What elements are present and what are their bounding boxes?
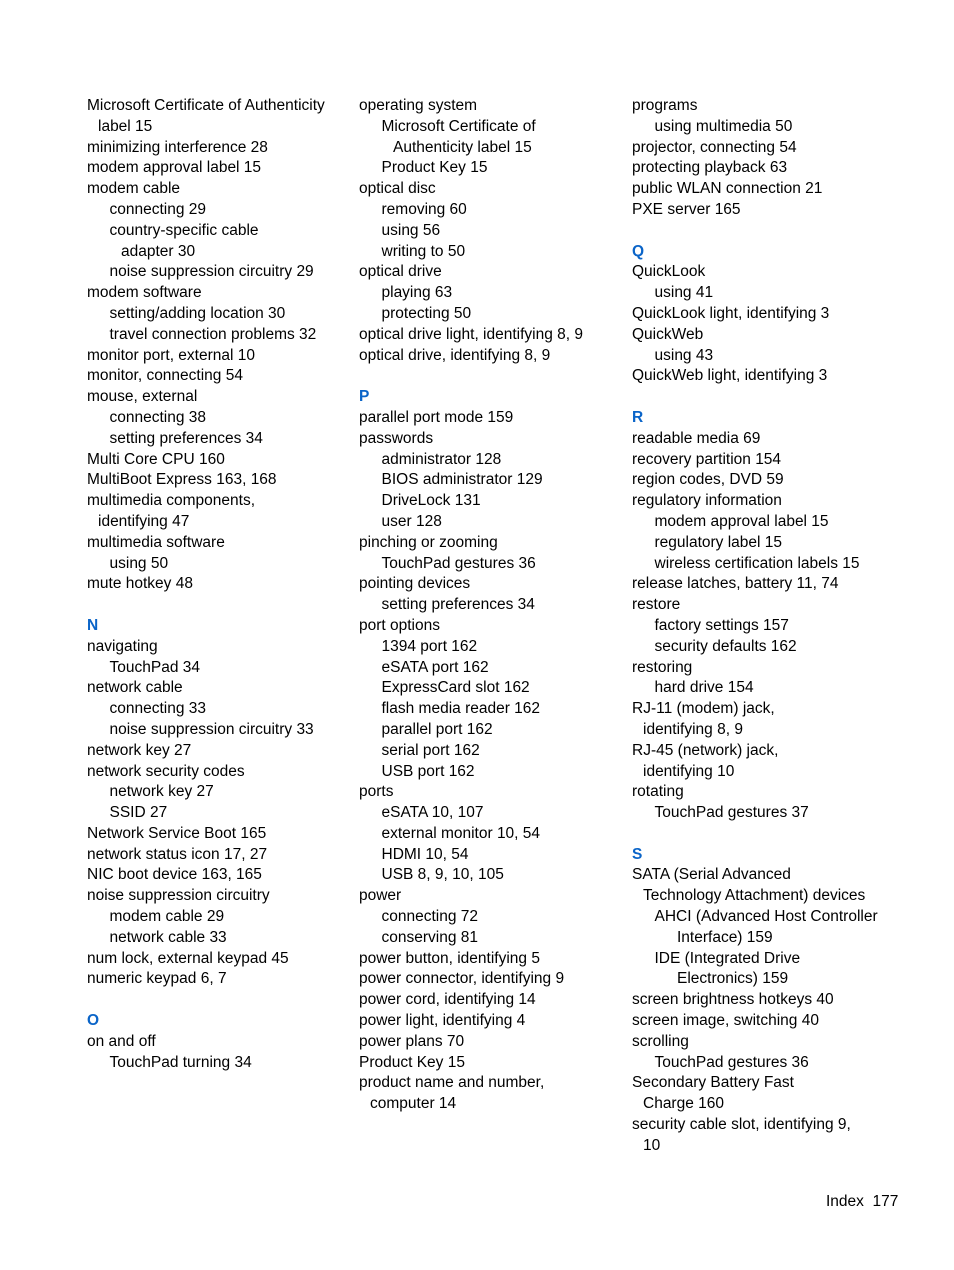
index-entry: Multi Core CPU 160: [87, 450, 225, 468]
index-subentry: wireless certification labels 15: [654, 554, 860, 572]
index-subentry: connecting 38: [109, 408, 207, 426]
index-subentry: country-specific cable: [109, 221, 259, 239]
index-subentry: setting preferences 34: [109, 429, 263, 447]
index-entry: optical disc: [359, 180, 436, 198]
index-entry: readable media 69: [632, 429, 761, 447]
index-entry: port options: [359, 616, 440, 634]
index-subentry: noise suppression circuitry 29: [109, 263, 314, 281]
index-entry: region codes, DVD 59: [632, 471, 784, 489]
index-entry: QuickWeb: [632, 325, 704, 343]
index-entry: power button, identifying 5: [359, 949, 540, 967]
index-subentry: user 128: [381, 512, 442, 530]
index-entry: screen image, switching 40: [632, 1012, 819, 1030]
index-entry: passwords: [359, 429, 434, 447]
index-subentry: adapter 30: [121, 242, 196, 260]
index-entry: regulatory information: [632, 492, 782, 510]
index-entry: projector, connecting 54: [632, 138, 797, 156]
index-subentry: using 56: [381, 221, 441, 239]
index-entry: mouse, external: [87, 388, 198, 406]
footer-label: Index: [826, 1193, 864, 1210]
index-entry: identifying 8, 9: [643, 720, 743, 738]
index-entry: mute hotkey 48: [87, 575, 193, 593]
index-subentry: regulatory label 15: [654, 533, 783, 551]
index-entry: navigating: [87, 637, 158, 655]
index-subentry: Product Key 15: [381, 159, 488, 177]
index-subentry: using 43: [654, 346, 714, 364]
index-entry: Microsoft Certificate of Authenticity: [87, 97, 325, 114]
index-subentry: hard drive 154: [654, 679, 754, 697]
index-subentry: TouchPad gestures 36: [381, 554, 536, 572]
index-entry: QuickLook: [632, 263, 706, 281]
index-entry: optical drive, identifying 8, 9: [359, 346, 551, 364]
index-entry: power plans 70: [359, 1032, 465, 1050]
index-entry: modem cable: [87, 180, 181, 198]
index-subentry: flash media reader 162: [381, 700, 541, 718]
index-subentry: connecting 72: [381, 908, 479, 926]
index-entry: Charge 160: [643, 1095, 725, 1113]
index-subentry: DriveLock 131: [381, 492, 481, 510]
index-subentry: TouchPad gestures 36: [654, 1053, 809, 1071]
index-entry: SATA (Serial Advanced: [632, 866, 791, 884]
index-subentry: Electronics) 159: [677, 970, 789, 988]
index-entry: product name and number,: [359, 1074, 545, 1092]
index-subentry: security defaults 162: [654, 637, 797, 655]
index-entry: recovery partition 154: [632, 450, 782, 468]
index-entry: power: [359, 887, 402, 905]
index-entry: public WLAN connection 21: [632, 180, 823, 198]
page-number: 177: [872, 1193, 899, 1210]
index-subentry: TouchPad 34: [109, 658, 200, 676]
index-entry: label 15: [98, 117, 153, 135]
index-entry: pinching or zooming: [359, 533, 498, 551]
index-entry: modem software: [87, 284, 202, 302]
index-entry: rotating: [632, 783, 684, 801]
index-subentry: eSATA 10, 107: [381, 804, 484, 822]
index-entry: QuickLook light, identifying 3: [632, 304, 830, 322]
index-entry: security cable slot, identifying 9,: [632, 1116, 851, 1134]
section-letter: P: [359, 388, 370, 406]
index-entry: MultiBoot Express 163, 168: [87, 471, 277, 489]
index-entry: multimedia components,: [87, 492, 255, 510]
index-entry: network key 27: [87, 741, 192, 759]
index-subentry: administrator 128: [381, 450, 502, 468]
index-entry: network cable: [87, 679, 183, 697]
index-entry: monitor port, external 10: [87, 346, 256, 364]
index-entry: restoring: [632, 658, 693, 676]
index-entry: Product Key 15: [359, 1053, 465, 1071]
index-subentry: TouchPad gestures 37: [654, 804, 809, 822]
section-letter: Q: [632, 242, 645, 260]
section-letter: N: [87, 616, 99, 634]
index-column-2: [359, 96, 619, 1115]
index-entry: protecting playback 63: [632, 159, 788, 177]
index-entry: minimizing interference 28: [87, 138, 268, 156]
index-entry: identifying 47: [98, 512, 190, 530]
section-letter: S: [632, 845, 643, 863]
index-entry: network status icon 17, 27: [87, 845, 268, 863]
index-entry: power cord, identifying 14: [359, 991, 536, 1009]
index-subentry: SSID 27: [109, 804, 168, 822]
index-entry: programs: [632, 97, 698, 114]
index-entry: NIC boot device 163, 165: [87, 866, 262, 884]
index-entry: parallel port mode 159: [359, 408, 514, 426]
index-subentry: modem approval label 15: [654, 512, 829, 530]
index-subentry: parallel port 162: [381, 720, 493, 738]
index-subentry: playing 63: [381, 284, 453, 302]
index-subentry: network cable 33: [109, 928, 227, 946]
index-subentry: factory settings 157: [654, 616, 789, 634]
index-subentry: USB port 162: [381, 762, 475, 780]
section-letter: R: [632, 408, 644, 426]
index-entry: modem approval label 15: [87, 159, 262, 177]
index-subentry: removing 60: [381, 200, 467, 218]
index-entry: RJ-45 (network) jack,: [632, 741, 779, 759]
index-entry: multimedia software: [87, 533, 225, 551]
index-subentry: BIOS administrator 129: [381, 471, 543, 489]
index-entry: network security codes: [87, 762, 245, 780]
index-subentry: eSATA port 162: [381, 658, 489, 676]
index-subentry: travel connection problems 32: [109, 325, 317, 343]
index-subentry: using 50: [109, 554, 169, 572]
index-entry: power connector, identifying 9: [359, 970, 565, 988]
index-subentry: Microsoft Certificate of: [381, 117, 536, 135]
index-subentry: HDMI 10, 54: [381, 845, 469, 863]
index-entry: operating system: [359, 97, 478, 114]
index-subentry: modem cable 29: [109, 908, 225, 926]
index-subentry: TouchPad turning 34: [109, 1053, 252, 1071]
index-subentry: Interface) 159: [677, 928, 773, 946]
index-entry: Network Service Boot 165: [87, 824, 267, 842]
index-column-3: [632, 96, 892, 1157]
index-subentry: Authenticity label 15: [393, 138, 532, 156]
index-subentry: noise suppression circuitry 33: [109, 720, 314, 738]
index-subentry: IDE (Integrated Drive: [654, 949, 801, 967]
index-entry: release latches, battery 11, 74: [632, 575, 839, 593]
index-entry: Technology Attachment) devices: [643, 887, 866, 905]
index-column-1: [87, 96, 347, 1073]
page-footer: [826, 1192, 898, 1212]
index-subentry: conserving 81: [381, 928, 479, 946]
index-entry: on and off: [87, 1032, 156, 1050]
index-subentry: external monitor 10, 54: [381, 824, 541, 842]
section-letter: O: [87, 1012, 100, 1030]
index-entry: ports: [359, 783, 394, 801]
index-entry: pointing devices: [359, 575, 471, 593]
index-entry: restore: [632, 596, 681, 614]
index-entry: 10: [643, 1136, 661, 1154]
index-entry: scrolling: [632, 1032, 689, 1050]
index-subentry: serial port 162: [381, 741, 480, 759]
index-subentry: USB 8, 9, 10, 105: [381, 866, 504, 884]
index-subentry: connecting 29: [109, 200, 207, 218]
index-subentry: AHCI (Advanced Host Controller: [654, 908, 878, 926]
index-subentry: network key 27: [109, 783, 214, 801]
index-subentry: writing to 50: [381, 242, 466, 260]
index-entry: power light, identifying 4: [359, 1012, 526, 1030]
index-entry: monitor, connecting 54: [87, 367, 243, 385]
index-entry: identifying 10: [643, 762, 735, 780]
index-entry: num lock, external keypad 45: [87, 949, 289, 967]
index-entry: optical drive light, identifying 8, 9: [359, 325, 584, 343]
index-entry: Secondary Battery Fast: [632, 1074, 794, 1092]
index-entry: QuickWeb light, identifying 3: [632, 367, 828, 385]
index-subentry: setting preferences 34: [381, 596, 535, 614]
index-entry: noise suppression circuitry: [87, 887, 270, 905]
index-subentry: setting/adding location 30: [109, 304, 286, 322]
index-subentry: using 41: [654, 284, 714, 302]
index-entry: screen brightness hotkeys 40: [632, 991, 834, 1009]
index-entry: computer 14: [370, 1095, 457, 1113]
index-subentry: connecting 33: [109, 700, 207, 718]
index-entry: optical drive: [359, 263, 442, 281]
index-subentry: 1394 port 162: [381, 637, 478, 655]
index-subentry: ExpressCard slot 162: [381, 679, 530, 697]
index-subentry: protecting 50: [381, 304, 472, 322]
index-entry: RJ-11 (modem) jack,: [632, 700, 775, 718]
index-subentry: using multimedia 50: [654, 117, 793, 135]
index-entry: numeric keypad 6, 7: [87, 970, 227, 988]
index-entry: PXE server 165: [632, 200, 741, 218]
